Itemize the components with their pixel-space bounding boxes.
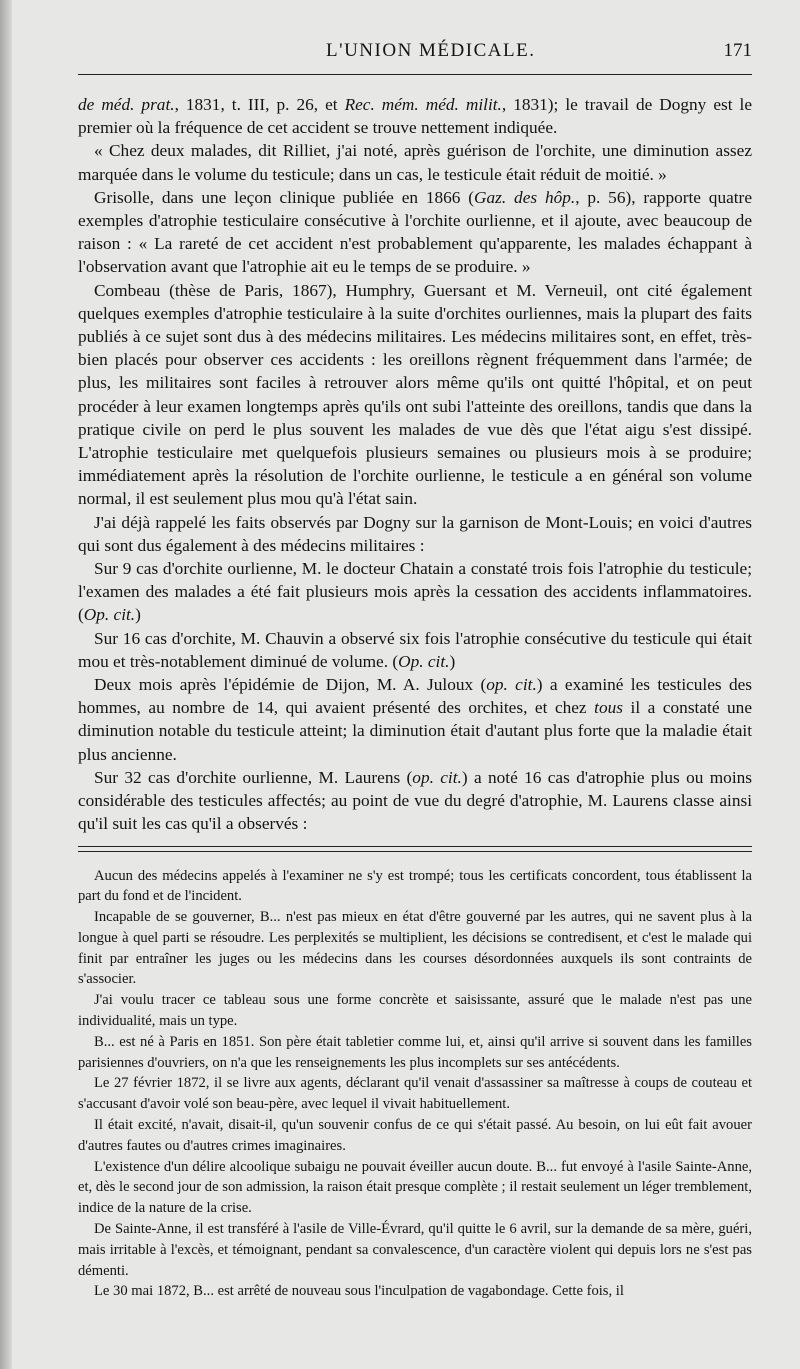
italic-run: Rec. mém. méd. milit. [344, 95, 502, 114]
footnote-paragraph: J'ai voulu tracer ce tableau sous une forme concrète et saisissante, assuré que le malade n'est pas une individualité, mais un type. [78, 992, 752, 1030]
body-paragraph [78, 186, 752, 279]
italic-run: Gaz. des hôp. [474, 187, 576, 207]
running-header [78, 40, 752, 75]
text-run: , p. 56), rapporte quatre exemples d'atrophie testiculaire consécutive à l'orchite ourlienne, et il ajoute, avec beaucoup de raison : « La rareté de cet accident n'est probablement qu'apparente, les malades échappant à l'observation avant que l'atrophie ait eu le temps de se produire. » [78, 187, 752, 277]
body-paragraph [78, 93, 752, 139]
italic-run: op. cit. [412, 767, 462, 787]
italic-run: tous [594, 698, 623, 718]
italic-run: op. cit. [486, 675, 537, 695]
text-run: ) a examiné les testicules des hommes, au nombre de 14, qui avaient présenté des orchites, et chez [78, 675, 753, 718]
text-run: il a constaté une diminution notable du testicule atteint; la diminution était d'autant plus forte que la maladie était plus ancienne. [78, 698, 752, 764]
footnote-paragraph: De Sainte-Anne, il est transféré à l'asile de Ville-Évrard, qu'il quitte le 6 avril, sur la demande de sa mère, guéri, mais irritable à l'excès, et témoignant, pendant sa convalescence, d'un caractère violent qui depuis lors ne s'est pas démenti. [78, 1221, 752, 1279]
text-run: Sur 9 cas d'orchite ourlienne, M. le docteur Chatain a constaté trois fois l'atrophie du testicule; l'examen des malades a été fait plusieurs mois après la cessation des accidents inflammatoires. ( [78, 559, 752, 625]
footnote-paragraph: Le 27 février 1872, il se livre aux agents, déclarant qu'il venait d'assassiner sa maîtresse à coups de couteau et s'accusant d'avoir volé son beau-père, avec lequel il vivait habituellement. [78, 1075, 752, 1113]
footnote-paragraph: Aucun des médecins appelés à l'examiner ne s'y est trompé; tous les certificats concordent, tous établissent la part du fond et de l'incident. [78, 867, 752, 905]
text-run: J'ai déjà rappelé les faits observés par Dogny sur la garnison de Mont-Louis; en voici d'autres qui sont dus également à des médecins militaires : [78, 512, 752, 555]
footnote-text [78, 866, 752, 1303]
body-paragraph [78, 557, 752, 627]
text-run: ) [135, 605, 141, 625]
text-run: ) [449, 651, 456, 671]
body-paragraph [78, 627, 752, 673]
page-number: 171 [723, 40, 752, 61]
text-run: Sur 16 cas d'orchite, M. Chauvin a observé six fois l'atrophie consécutive du testicule qui était mou et très-notablement diminué de volume. ( [78, 628, 752, 671]
text-run: , 1831); le travail de Dogny est le premier où la fréquence de cet accident se trouve nettement indiquée. [78, 95, 752, 138]
footnote-paragraph: L'existence d'un délire alcoolique subaigu ne pouvait éveiller aucun doute. B... fut envoyé à l'asile Sainte-Anne, et, dès le second jour de son admission, la raison était presque complète ; il restait seulement un léger tremblement, indice de la nature de la crise. [78, 1158, 752, 1217]
text-run: Deux mois après l'épidémie de Dijon, M. A. Juloux ( [94, 675, 487, 695]
footnote-paragraph: Incapable de se gouverner, B... n'est pas mieux en état d'être gouverné par les autres, qui ne savent plus à la longue à quel parti se résoudre. Les perplexités se multiplient, les décisions se contredisent, et c'est le malade qui finit par entraîner les juges ou les médecins dans les courses désordonnées auxquels ils sont contraints de s'associer. [78, 909, 752, 988]
journal-title: L'UNION MÉDICALE. [326, 40, 536, 61]
body-paragraph [78, 279, 752, 511]
body-paragraph [78, 511, 752, 557]
italic-run: Op. cit. [398, 651, 450, 671]
text-run: « Chez deux malades, dit Rilliet, j'ai noté, après guérison de l'orchite, une diminution assez marquée dans le volume du testicule; dans un cas, le testicule était réduit de moitié. » [78, 141, 752, 184]
footnote-paragraph: B... est né à Paris en 1851. Son père était tabletier comme lui, et, ainsi qu'il arrive si souvent dans les familles parisiennes d'ouvriers, on n'a que les renseignements les plus incomplets sur ses antécédents. [78, 1033, 752, 1071]
body-paragraph [78, 766, 752, 836]
main-text [78, 93, 752, 836]
footnote-paragraph: Le 30 mai 1872, B... est arrêté de nouveau sous l'inculpation de vagabondage. Cette fois, il [94, 1283, 624, 1300]
italic-run: Op. cit. [83, 605, 136, 625]
body-paragraph [78, 673, 752, 766]
body-paragraph [78, 139, 752, 185]
text-run: Grisolle, dans une leçon clinique publiée en 1866 ( [94, 187, 475, 207]
italic-run: de méd. prat. [78, 95, 175, 114]
text-run: Combeau (thèse de Paris, 1867), Humphry, Guersant et M. Verneuil, ont cité également quelques exemples d'atrophie testiculaire à la suite d'orchites ourliennes, mais la plupart des faits publiés à ce sujet sont dus à des médecins militaires. Les médecins militaires sont, en effet, très-bien placés pour observer ces accidents : les oreillons règnent fréquemment dans l'armée; de plus, les militaires sont faciles à retrouver alors même qu'ils ont quitté l'hôpital, et on peut procéder à leur examen longtemps après qu'ils ont subi l'atteinte des oreillons, tandis que dans la pratique civile on perd le plus souvent les malades de vue dès que l'état aigu s'est dissipé. L'atrophie testiculaire met quelquefois plusieurs semaines ou plusieurs mois à se produire; immédiatement après la résolution de l'orchite ourlienne, le testicule a en général son volume normal, il est seulement plus mou qu'à l'état sain. [78, 280, 752, 509]
text-run: , 1831, t. III, p. 26, et [174, 95, 345, 114]
footnote-paragraph: Il était excité, n'avait, disait-il, qu'un souvenir confus de ce qui s'était passé. Au besoin, on lui eût fait avouer d'autres fautes ou d'autres crimes imaginaires. [78, 1117, 752, 1154]
text-run: Sur 32 cas d'orchite ourlienne, M. Laurens ( [94, 767, 413, 787]
binding-gutter [0, 0, 12, 1369]
footnote-separator [78, 846, 752, 852]
text-run: ) a noté 16 cas d'atrophie plus ou moins considérable des testicules affectés; au point de vue du degré d'atrophie, M. Laurens classe ainsi qu'il suit les cas qu'il a observés : [78, 767, 752, 834]
